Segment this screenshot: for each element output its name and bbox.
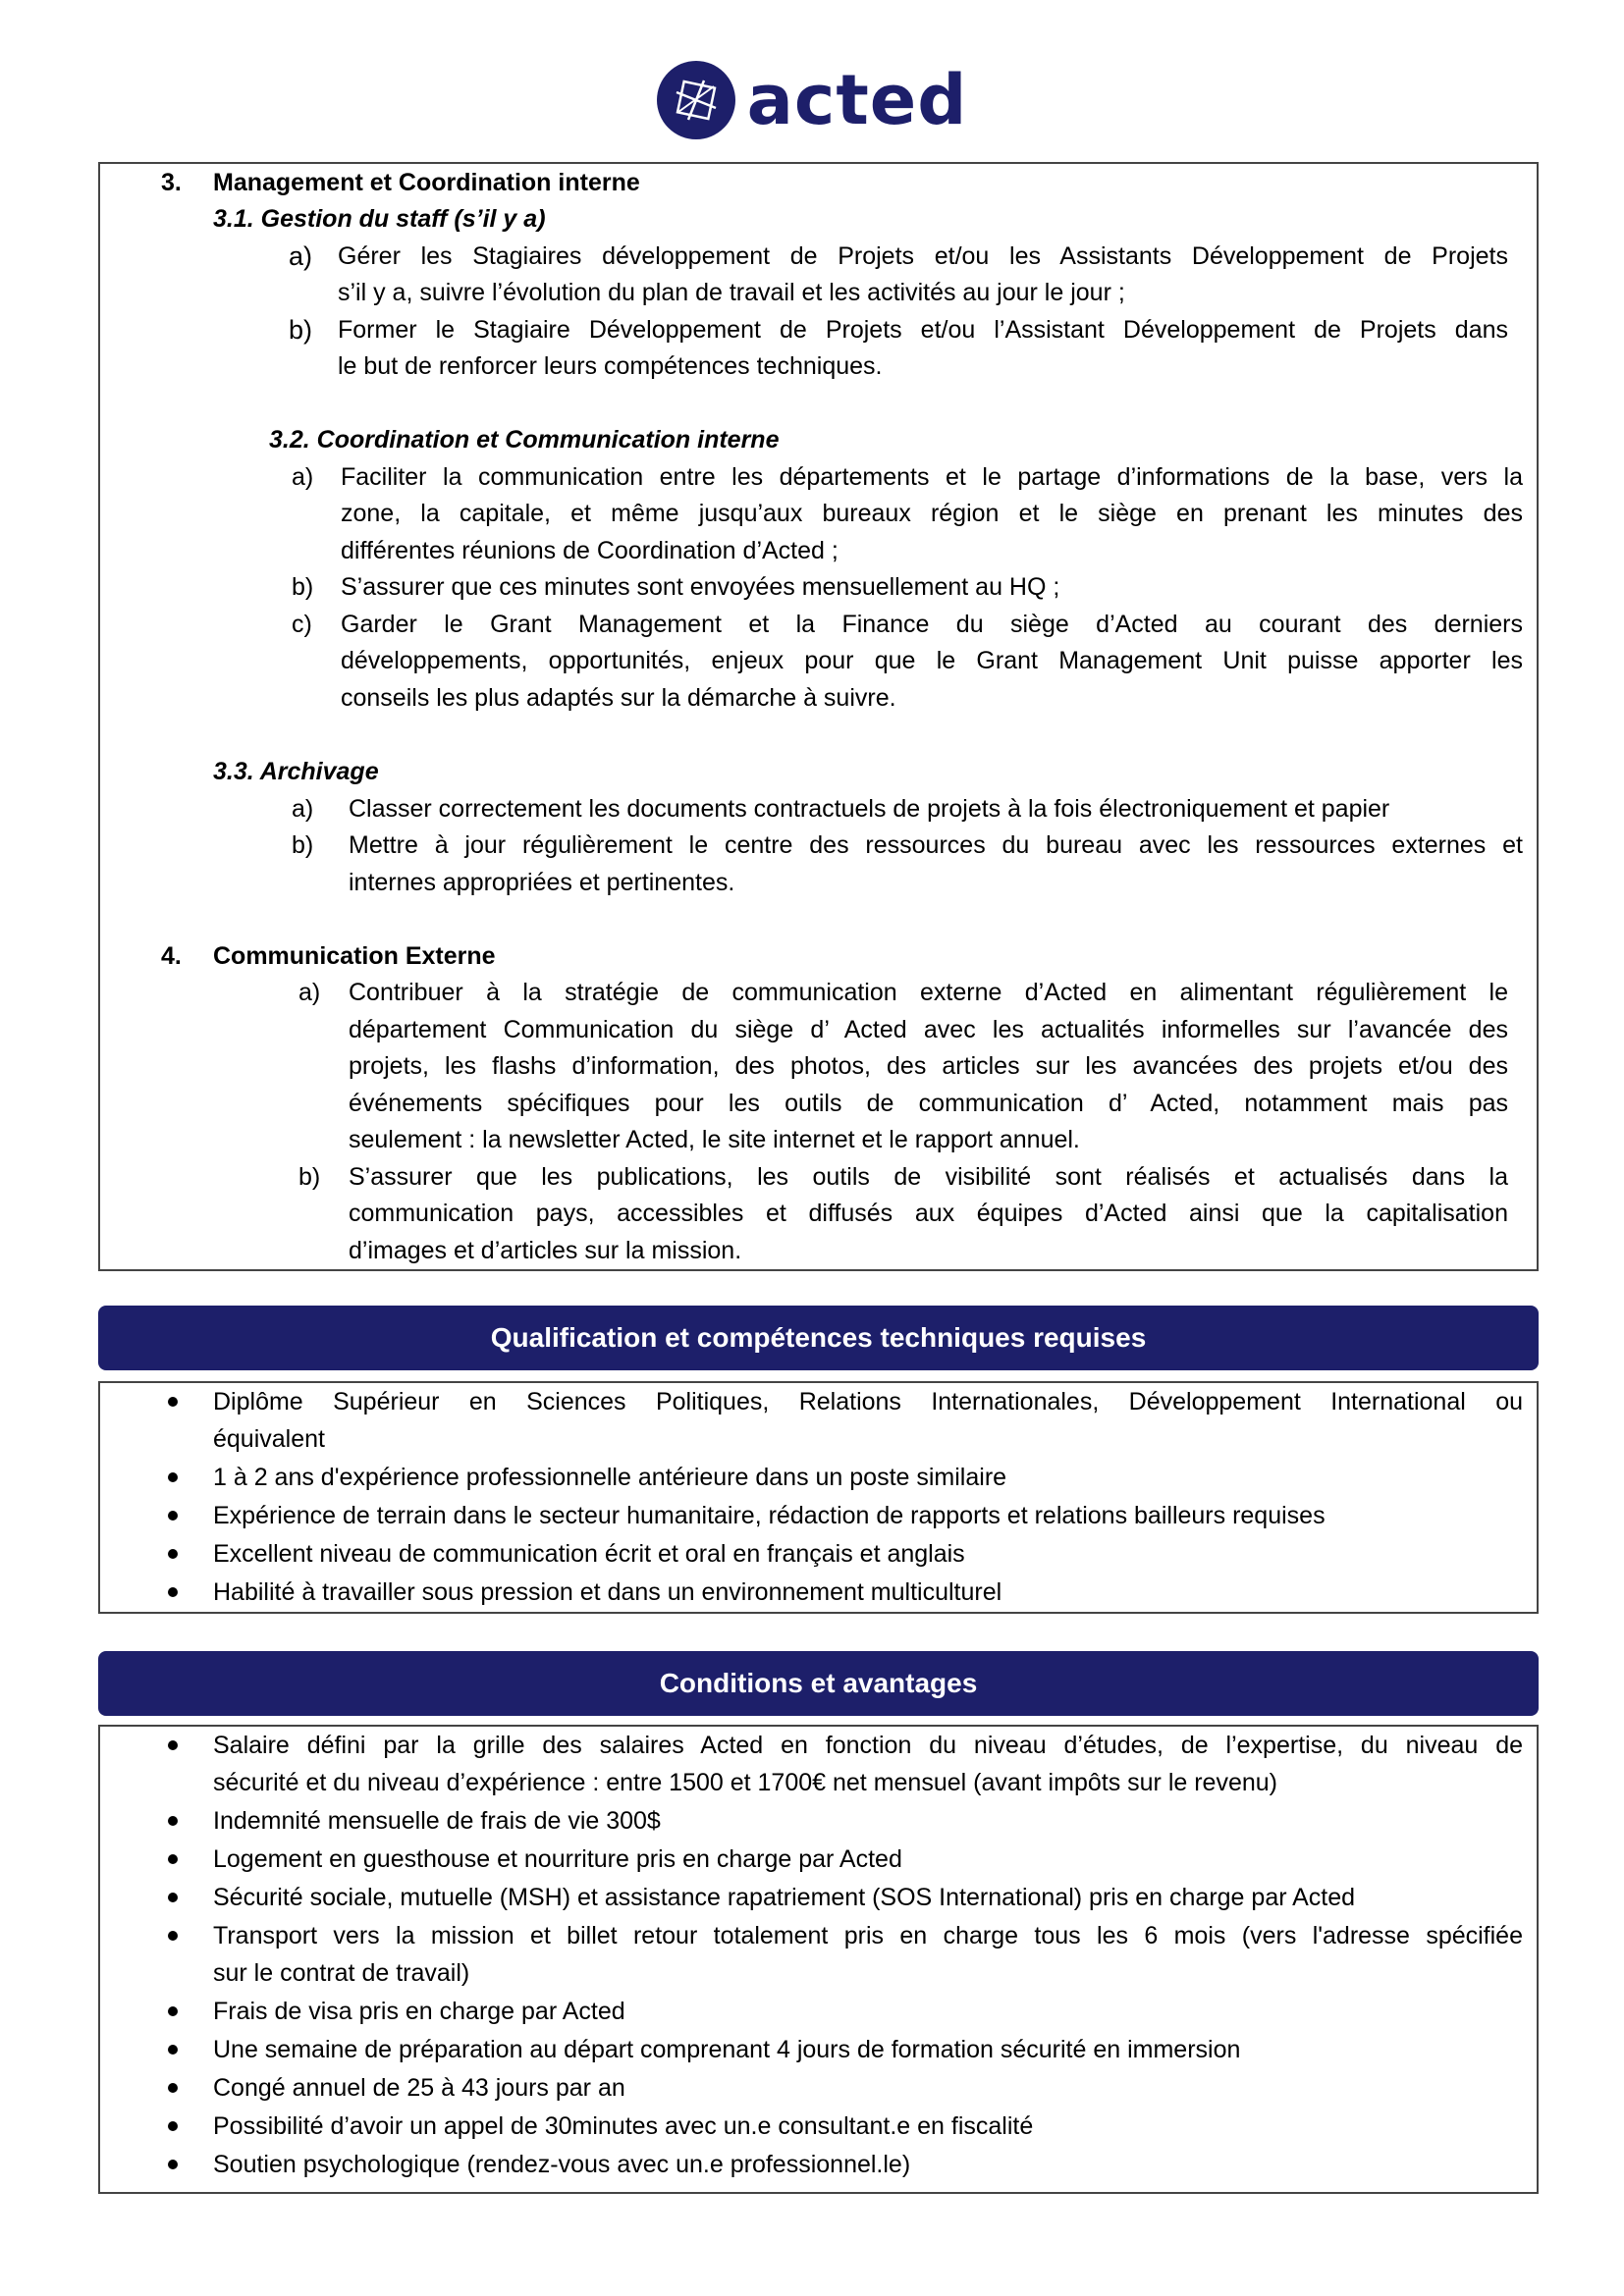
list-marker: a): [289, 241, 313, 271]
list-marker: b): [289, 315, 313, 345]
list-item-line: Une semaine de préparation au départ comprenant 4 jours de formation sécurité en immersion: [213, 2036, 1241, 2063]
list-item-line: Habilité à travailler sous pression et dans un environnement multiculturel: [213, 1578, 1002, 1606]
list-item-line: Diplôme Supérieur en Sciences Politiques, Relations Internationales, Développement International ou: [213, 1388, 1523, 1415]
list-item-line: le but de renforcer leurs compétences techniques.: [338, 352, 883, 380]
conditions-heading-banner: [98, 1651, 1539, 1716]
qualifications-heading: Qualification et compétences techniques requises: [490, 1322, 1147, 1353]
list-item-line: zone, la capitale, et même jusqu’aux bureaux région et le siège en prenant les minutes des: [341, 500, 1523, 527]
acted-logo-icon: [657, 61, 735, 139]
list-item-line: seulement : la newsletter Acted, le site internet et le rapport annuel.: [349, 1126, 1080, 1153]
list-marker: b): [298, 1163, 321, 1191]
list-marker: b): [292, 831, 314, 859]
list-item-line: Logement en guesthouse et nourriture pris en charge par Acted: [213, 1845, 902, 1873]
list-marker: a): [298, 979, 321, 1006]
bullet-icon: [168, 2083, 178, 2093]
list-marker: c): [292, 611, 312, 638]
bullet-icon: [168, 1816, 178, 1826]
section-4-title: Communication Externe: [213, 942, 496, 970]
list-item-line: équivalent: [213, 1425, 325, 1453]
subsection-3-1-title: 3.1. Gestion du staff (s’il y a): [213, 205, 546, 233]
bullet-icon: [168, 1472, 178, 1482]
list-item-line: Soutien psychologique (rendez-vous avec un.e professionnel.le): [213, 2151, 911, 2178]
list-item-line: Possibilité d’avoir un appel de 30minutes avec un.e consultant.e en fiscalité: [213, 2112, 1034, 2140]
section-3-number: 3.: [161, 169, 182, 196]
bullet-icon: [168, 2160, 178, 2169]
list-item-line: sur le contrat de travail): [213, 1959, 470, 1987]
list-item-line: Garder le Grant Management et la Finance du siège d’Acted au courant des derniers: [341, 611, 1523, 638]
list-item-line: Sécurité sociale, mutuelle (MSH) et assistance rapatriement (SOS International) pris en charge par Acted: [213, 1884, 1356, 1911]
list-item-line: Transport vers la mission et billet retour totalement pris en charge tous les 6 mois (vers l'adresse spécifiée: [213, 1922, 1523, 1949]
list-item-line: Contribuer à la stratégie de communication externe d’Acted en alimentant régulièrement le: [349, 979, 1508, 1006]
conditions-heading: Conditions et avantages: [659, 1668, 978, 1698]
bullet-icon: [168, 1511, 178, 1521]
subsection-3-2-title: 3.2. Coordination et Communication interne: [269, 426, 780, 454]
list-item-line: S’assurer que les publications, les outils de visibilité sont réalisés et actualisés dans la: [349, 1163, 1508, 1191]
list-item-line: Indemnité mensuelle de frais de vie 300$: [213, 1807, 661, 1835]
list-item-line: Faciliter la communication entre les départements et le partage d’informations de la base, vers la: [341, 463, 1523, 491]
list-item-line: Salaire défini par la grille des salaires Acted en fonction du niveau d’études, de l’expertise, du niveau de: [213, 1732, 1523, 1759]
bullet-icon: [168, 1931, 178, 1941]
bullet-icon: [168, 2006, 178, 2016]
list-item-line: différentes réunions de Coordination d’Acted ;: [341, 537, 839, 564]
bullet-icon: [168, 1549, 178, 1559]
list-item-line: développements, opportunités, enjeux pour que le Grant Management Unit puisse apporter les: [341, 647, 1523, 674]
bullet-icon: [168, 1854, 178, 1864]
section-4-number: 4.: [161, 942, 182, 970]
list-marker: b): [292, 573, 314, 601]
list-item-line: événements spécifiques pour les outils de communication d’ Acted, notamment mais pas: [349, 1090, 1508, 1117]
list-item-line: Mettre à jour régulièrement le centre des ressources du bureau avec les ressources externes et: [349, 831, 1523, 859]
acted-logo-wordmark: acted: [746, 60, 968, 140]
list-item-line: projets, les flashs d’information, des photos, des articles sur les avancées des projets et/ou des: [349, 1052, 1508, 1080]
list-item-line: S’assurer que ces minutes sont envoyées mensuellement au HQ ;: [341, 573, 1060, 601]
list-marker: a): [292, 463, 314, 491]
list-item-line: sécurité et du niveau d’expérience : entre 1500 et 1700€ net mensuel (avant impôts sur le revenu): [213, 1769, 1277, 1796]
list-item-line: 1 à 2 ans d'expérience professionnelle antérieure dans un poste similaire: [213, 1464, 1007, 1491]
list-marker: a): [292, 795, 314, 823]
list-item-line: département Communication du siège d’ Acted avec les actualités informelles sur l’avancée des: [349, 1016, 1508, 1043]
list-item-line: Frais de visa pris en charge par Acted: [213, 1998, 625, 2025]
list-item-line: Gérer les Stagiaires développement de Projets et/ou les Assistants Développement de Projets: [338, 242, 1508, 270]
bullet-icon: [168, 1587, 178, 1597]
list-item-line: conseils les plus adaptés sur la démarche à suivre.: [341, 684, 896, 712]
bullet-icon: [168, 1397, 178, 1407]
bullet-icon: [168, 1893, 178, 1902]
bullet-icon: [168, 1740, 178, 1750]
list-item-line: internes appropriées et pertinentes.: [349, 869, 735, 896]
list-item-line: Congé annuel de 25 à 43 jours par an: [213, 2074, 625, 2102]
list-item-line: Excellent niveau de communication écrit et oral en français et anglais: [213, 1540, 965, 1568]
list-item-line: Expérience de terrain dans le secteur humanitaire, rédaction de rapports et relations bailleurs requises: [213, 1502, 1326, 1529]
bullet-icon: [168, 2045, 178, 2055]
list-item-line: communication pays, accessibles et diffusés aux équipes d’Acted ainsi que la capitalisation: [349, 1200, 1508, 1227]
bullet-icon: [168, 2121, 178, 2131]
section-3-title: Management et Coordination interne: [213, 169, 640, 196]
subsection-3-3-title: 3.3. Archivage: [213, 758, 379, 785]
list-item-line: Former le Stagiaire Développement de Projets et/ou l’Assistant Développement de Projets dans: [338, 316, 1508, 344]
list-item-line: s’il y a, suivre l’évolution du plan de travail et les activités au jour le jour ;: [338, 279, 1125, 306]
qualifications-heading-banner: [98, 1306, 1539, 1370]
list-item-line: d’images et d’articles sur la mission.: [349, 1237, 742, 1264]
acted-logo: [0, 61, 1624, 139]
list-item-line: Classer correctement les documents contractuels de projets à la fois électroniquement et papier: [349, 795, 1390, 823]
